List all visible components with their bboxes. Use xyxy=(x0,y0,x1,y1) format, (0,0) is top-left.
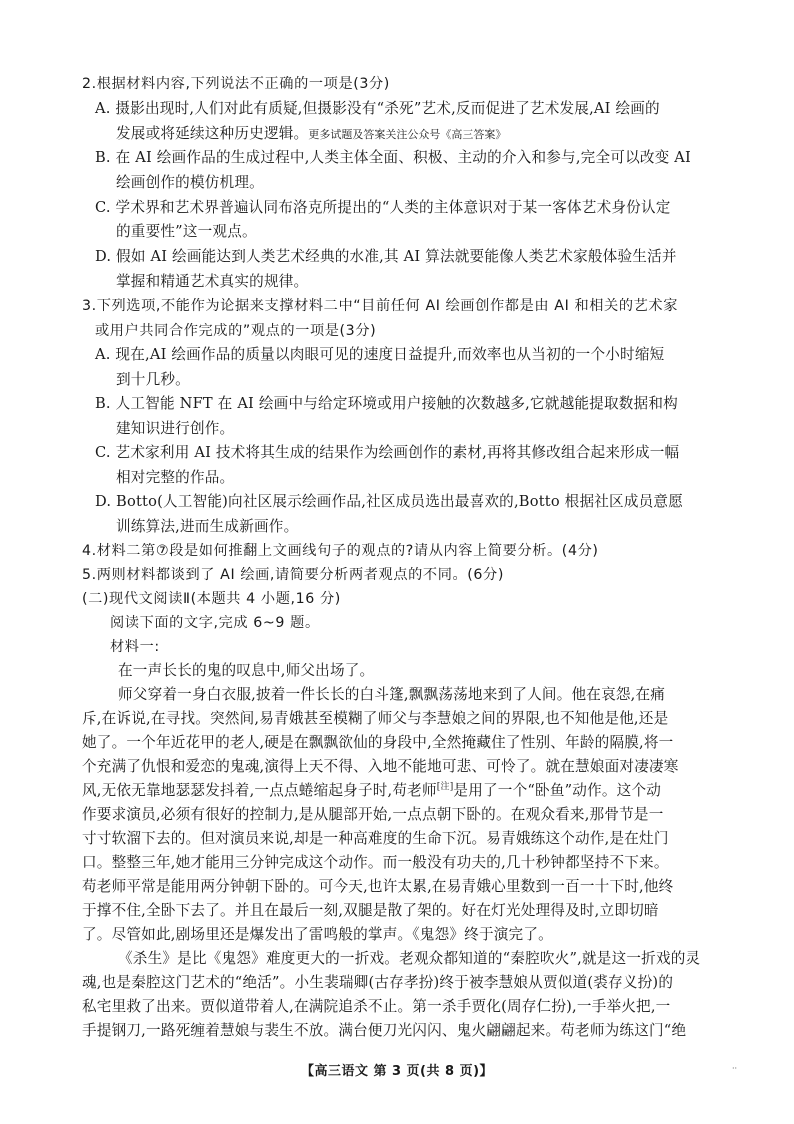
q2-option-d-line1: D. 假如 AI 绘画能达到人类艺术经典的水准,其 AI 算法就要能像人类艺术家般体验生活并 xyxy=(95,248,677,265)
passage-line: 魂,也是秦腔这门艺术的“绝活”。小生裴瑞卿(古存孝扮)终于被李慧娘从贾似道(裘存义扮)的 xyxy=(82,974,674,991)
material-label: 材料一: xyxy=(110,639,160,655)
passage-line: 于撑不住,全卧下去了。并且在最后一刻,双腿是散了架的。好在灯光处理得及时,立即切暗 xyxy=(82,902,659,919)
q3-stem-line2: 或用户共同合作完成的”观点的一项是(3分) xyxy=(95,323,377,339)
passage-line: 作要求演员,必须有很好的控制力,是从腿部开始,一点点朝下卧的。在观众看来,那骨节是一 xyxy=(82,806,664,823)
passage-text: 是用了一个“卧鱼”动作。这个动 xyxy=(453,782,662,799)
passage-line xyxy=(82,780,661,802)
q3-option-b-line2: 建知识进行创作。 xyxy=(116,420,235,437)
passage-text: 风,无依无靠地瑟瑟发抖着,一点点蜷缩起身子时,苟老师 xyxy=(82,782,437,799)
q3-stem-line1: 3.下列选项,不能作为论据来支撑材料二中“目前任何 AI 绘画创作都是由 AI 和相关的艺术家 xyxy=(82,298,678,314)
page-footer: 【高三语文 第 3 页(共 8 页)】 xyxy=(300,1064,494,1079)
passage-line: 寸寸软溜下去的。但对演员来说,却是一种高难度的生命下沉。易青娥练这个动作,是在灶门 xyxy=(82,830,669,847)
passage-line: 师父穿着一身白衣服,披着一件长长的白斗篷,飘飘荡荡地来到了人间。他在哀怨,在痛 xyxy=(118,686,666,703)
q2-option-d-line2: 掌握和精通艺术真实的规律。 xyxy=(116,273,309,290)
passage-line: 手提钢刀,一路死缠着慧娘与裴生不放。满台便刀光闪闪、鬼火翩翩起来。苟老师为练这门“绝 xyxy=(82,1022,687,1039)
q2-option-b-line2: 绘画创作的模仿机理。 xyxy=(116,174,264,191)
q2-stem: 2.根据材料内容,下列说法不正确的一项是(3分) xyxy=(82,76,390,92)
scan-mark: ·· xyxy=(732,1064,738,1073)
q3-option-d-line2: 训练算法,进而生成新画作。 xyxy=(116,518,299,535)
q2-option-a-line1: A. 摄影出现时,人们对此有质疑,但摄影没有“杀死”艺术,反而促进了艺术发展,AI 绘画的 xyxy=(95,100,660,117)
section-instruction: 阅读下面的文字,完成 6~9 题。 xyxy=(110,615,320,631)
footnote-marker: [注] xyxy=(436,782,454,793)
passage-line: 《杀生》是比《鬼怨》难度更大的一折戏。老观众都知道的“秦腔吹火”,就是这一折戏的灵 xyxy=(118,950,701,967)
q5-stem: 5.两则材料都谈到了 AI 绘画,请简要分析两者观点的不同。(6分) xyxy=(82,567,504,583)
passage-line: 个充满了仇恨和爱恋的鬼魂,演得上天不得、入地不能地可悲、可怜了。就在慧娘面对凄凄寒 xyxy=(82,758,679,775)
q2-option-c-line1: C. 学术界和艺术界普遍认同布洛克所提出的“人类的主体意识对于某一客体艺术身份认定 xyxy=(95,199,671,216)
passage-line: 斥,在诉说,在寻找。突然间,易青娥甚至模糊了师父与李慧娘之间的界限,也不知他是他,还是 xyxy=(82,710,669,727)
passage-line: 口。整整三年,她才能用三分钟完成这个动作。而一般没有功夫的,几十秒钟都坚持不下来。 xyxy=(82,854,669,871)
passage-line: 私宅里救了出来。贾似道带着人,在满院追杀不止。第一杀手贾化(周存仁扮),一手举火把,一 xyxy=(82,998,671,1015)
q3-option-b-line1: B. 人工智能 NFT 在 AI 绘画中与给定环境或用户接触的次数越多,它就越能提取数据和构 xyxy=(95,395,678,412)
section-title: (二)现代文阅读Ⅱ(本题共 4 小题,16 分) xyxy=(82,591,341,607)
q3-option-a-line2: 到十几秒。 xyxy=(116,371,190,388)
passage-line: 在一声长长的鬼的叹息中,师父出场了。 xyxy=(118,662,375,679)
passage-line: 她了。一个年近花甲的老人,硬是在飘飘欲仙的身段中,全然掩藏住了性别、年龄的隔膜,将一 xyxy=(82,734,674,751)
q4-stem: 4.材料二第⑦段是如何推翻上文画线句子的观点的?请从内容上简要分析。(4分) xyxy=(82,543,599,559)
q2-option-c-line2: 的重要性”这一观点。 xyxy=(116,223,257,240)
q2-option-a-line2 xyxy=(116,123,506,146)
q3-option-d-line1: D. Botto(人工智能)向社区展示绘画作品,社区成员选出最喜欢的,Botto 根据社区成员意愿 xyxy=(95,493,684,510)
q2-option-b-line1: B. 在 AI 绘画作品的生成过程中,人类主体全面、积极、主动的介入和参与,完全可以改变 AI xyxy=(95,149,691,166)
q2-option-a-text: 发展或将延续这种历史逻辑。 xyxy=(116,125,309,142)
passage-line: 苟老师平常是能用两分钟朝下卧的。可今天,也许太累,在易青娥心里数到一百一十下时,他终 xyxy=(82,878,674,895)
q3-option-a-line1: A. 现在,AI 绘画作品的质量以肉眼可见的速度日益提升,而效率也从当初的一个小时缩短 xyxy=(95,346,665,363)
passage-line: 了。尽管如此,剧场里还是爆发出了雷鸣般的掌声。《鬼怨》终于演完了。 xyxy=(82,926,553,943)
q3-option-c-line2: 相对完整的作品。 xyxy=(116,469,235,486)
promo-note: 更多试题及答案关注公众号《高三答案》 xyxy=(308,128,507,141)
q3-option-c-line1: C. 艺术家利用 AI 技术将其生成的结果作为绘画创作的素材,再将其修改组合起来形成一幅 xyxy=(95,444,680,461)
